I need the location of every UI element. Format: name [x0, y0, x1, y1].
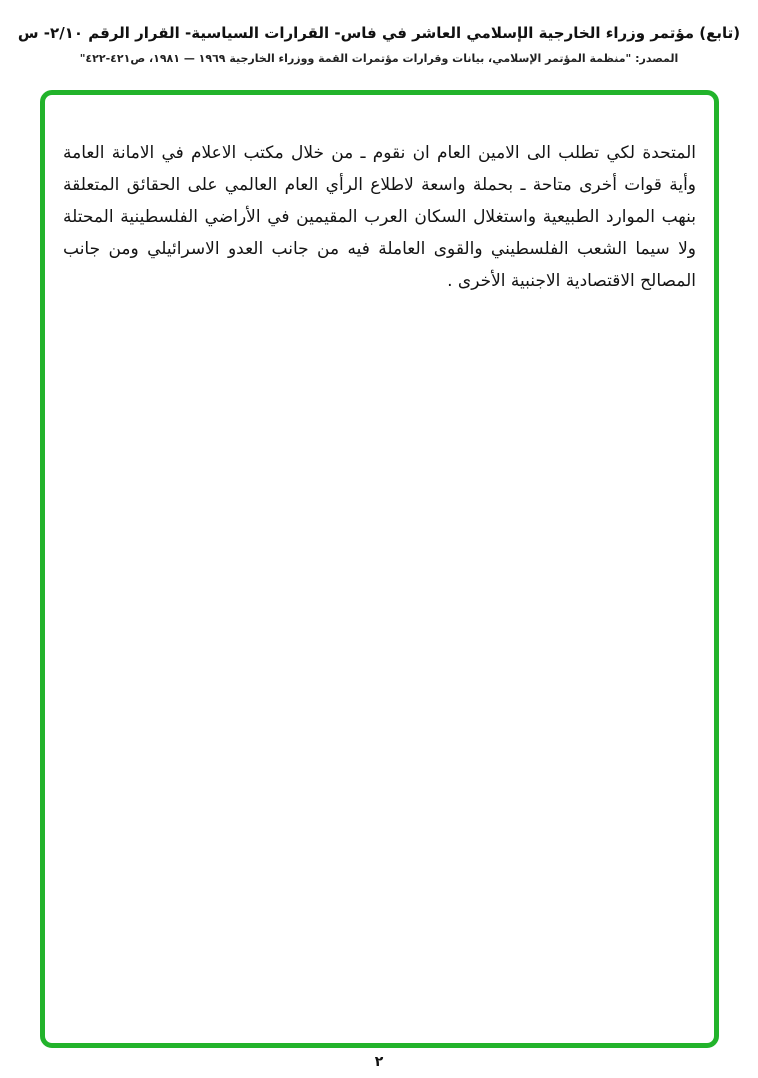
- document-source-citation: المصدر: "منظمة المؤتمر الإسلامي، بيانات وقرارات مؤتمرات القمة ووزراء الخارجية ١٩٦٩ — ١٩٨١، ص٤٢١-٤٢٢": [79, 52, 679, 65]
- body-paragraph: المتحدة لكي تطلب الى الامين العام ان نقوم ـ من خلال مكتب الاعلام في الامانة العامة وأية قوات أخرى متاحة ـ بحملة واسعة لاطلاع الرأي العام العالمي على الحقائق المتعلقة بنهب الموارد الطبيعية واستغلال السكان العرب المقيمين في الأراضي الفلسطينية المحتلة ولا سيما الشعب الفلسطيني والقوى العاملة فيه من جانب العدو الاسرائيلي ومن جانب المصالح الاقتصادية الاجنبية الأخرى .: [63, 143, 696, 291]
- content-frame: [40, 90, 719, 1048]
- document-header: [0, 24, 758, 65]
- document-title: (تابع) مؤتمر وزراء الخارجية الإسلامي العاشر في فاس- القرارات السياسية- القرار الرقم ٢/١٠- س: [17, 24, 741, 42]
- page-footer: [0, 1051, 758, 1070]
- page-number: ٢: [374, 1054, 384, 1070]
